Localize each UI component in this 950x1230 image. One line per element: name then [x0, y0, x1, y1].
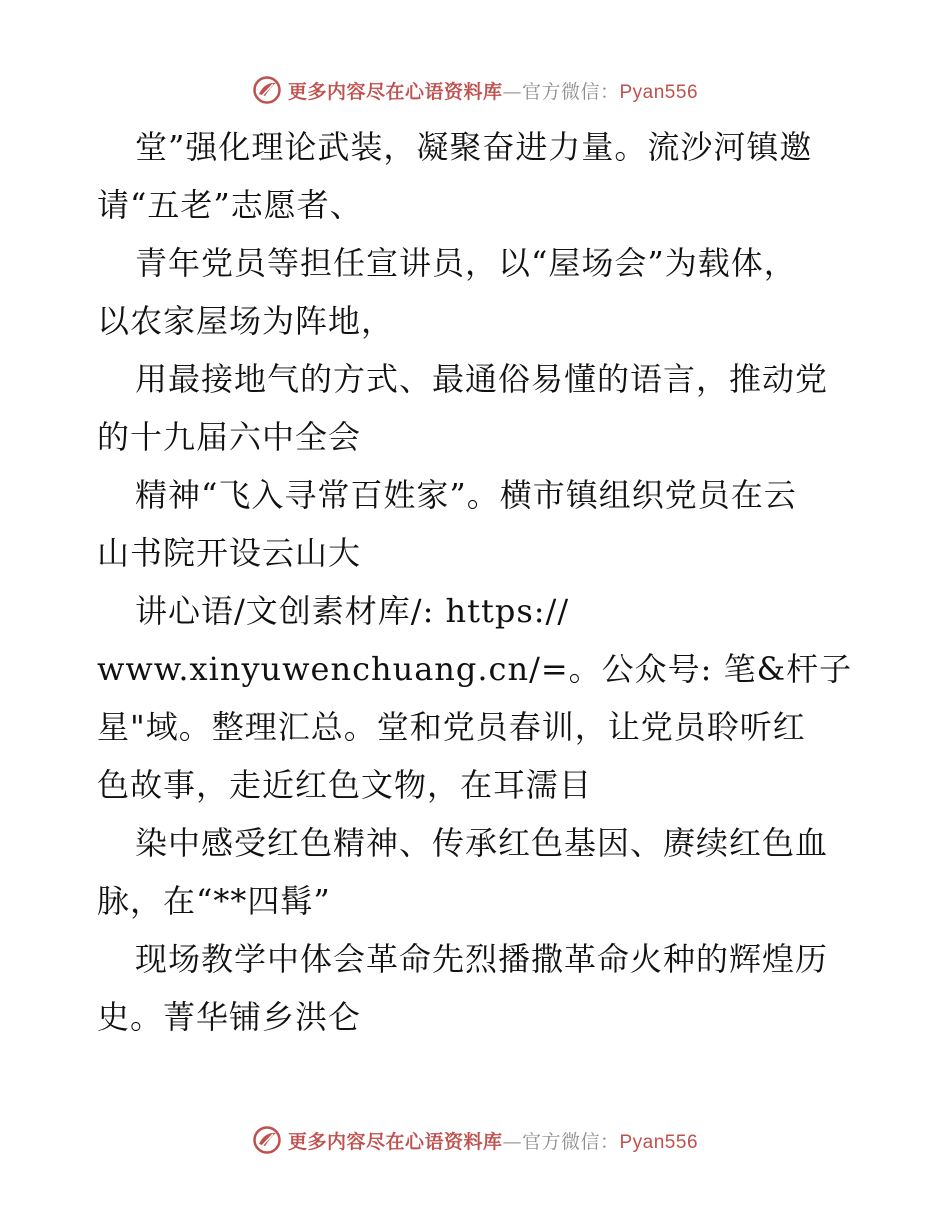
header-banner	[0, 70, 950, 110]
text-line: 青年党员等担任宣讲员，以“屋场会”为载体，	[135, 244, 797, 282]
text-line: 现场教学中体会革命先烈播撒革命火种的辉煌历	[135, 940, 829, 978]
text-line: 用最接地气的方式、最通俗易懂的语言，推动党	[135, 360, 829, 398]
text-line: 的十九届六中全会	[97, 418, 362, 456]
text-line: 请“五老”志愿者、	[97, 186, 363, 224]
text-line: 精神“飞入寻常百姓家”。横市镇组织党员在云	[135, 476, 797, 514]
text-line: 星"域。整理汇总。堂和党员春训，让党员聆听红	[97, 708, 806, 746]
banner-text	[288, 1127, 698, 1154]
text-line: 色故事，走近红色文物，在耳濡目	[97, 766, 593, 804]
seal-logo-icon	[252, 75, 282, 105]
text-line: 堂”强化理论武装，凝聚奋进力量。流沙河镇邀	[135, 128, 813, 166]
banner-wechat-id: Pyan556	[619, 81, 699, 103]
banner-prefix: 更多内容尽在心语资料库	[287, 80, 503, 103]
banner-wechat-id: Pyan556	[619, 1131, 699, 1153]
text-line: www.xinyuwenchuang.cn/=。公众号: 笔&杆子	[97, 650, 853, 688]
document-body	[97, 118, 857, 1046]
text-line: 染中感受红色精神、传承红色基因、赓续红色血	[135, 824, 829, 862]
seal-logo-icon	[252, 1125, 282, 1155]
text-line: 以农家屋场为阵地，	[97, 302, 395, 340]
banner-text	[288, 77, 698, 104]
text-line: 讲心语/文创素材库/: https://	[135, 592, 570, 630]
banner-prefix: 更多内容尽在心语资料库	[287, 1130, 503, 1153]
banner-wechat-label: 官方微信：	[521, 80, 620, 103]
banner-dash: —	[502, 80, 522, 103]
banner-dash: —	[502, 1130, 522, 1153]
footer-banner	[0, 1120, 950, 1160]
text-line: 山书院开设云山大	[97, 534, 362, 572]
text-line: 史。菁华铺乡洪仑	[97, 998, 362, 1036]
text-line: 脉，在“**四髯”	[97, 882, 331, 920]
banner-wechat-label: 官方微信：	[521, 1130, 620, 1153]
